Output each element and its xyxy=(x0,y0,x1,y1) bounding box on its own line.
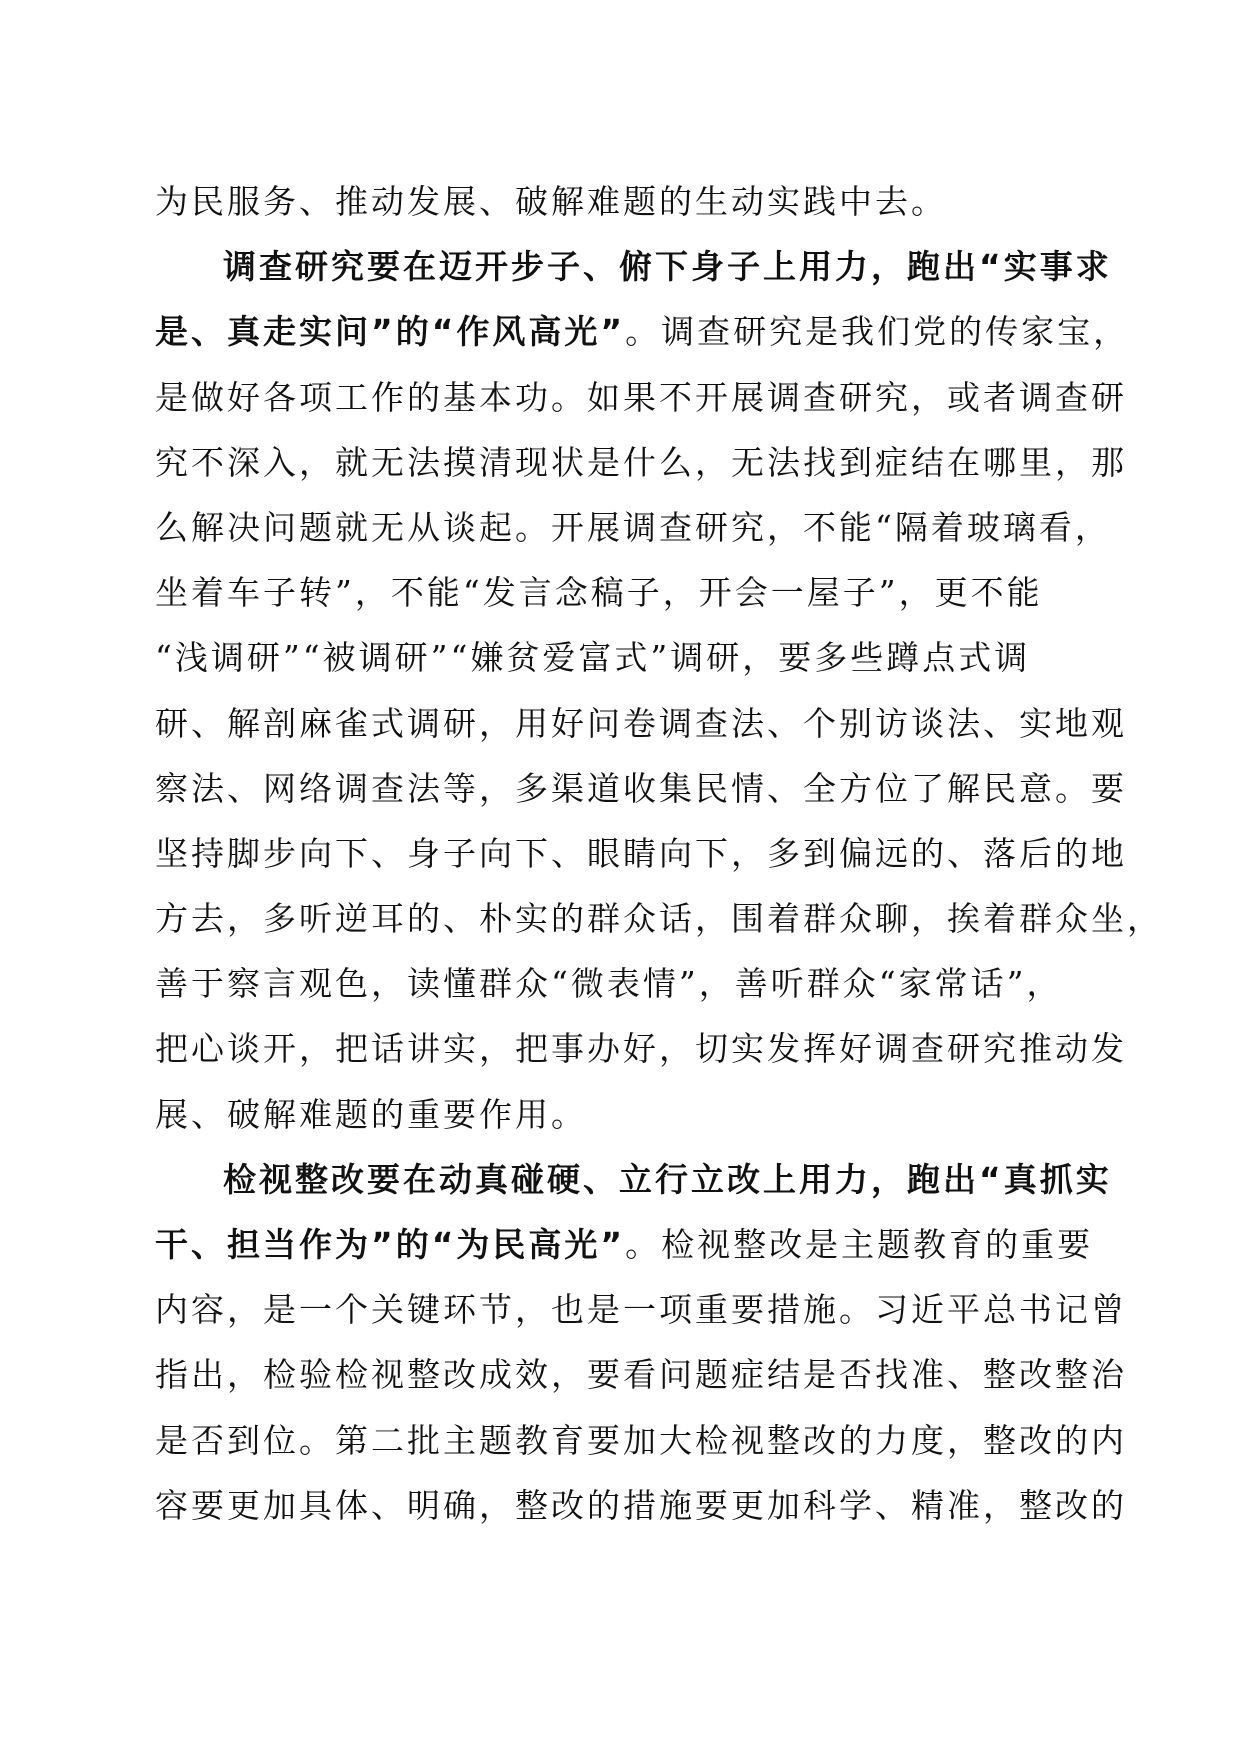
text-run: 方去，多听逆耳的、朴实的群众话，围着群众聊，挨着群众坐， xyxy=(155,899,1163,939)
text-run: 么解决问题就无从谈起。开展调查研究，不能“隔着玻璃看， xyxy=(155,507,1111,547)
paragraph-heading: 检视整改要在动真碰硬、立行立改上用力，跑出“真抓实 xyxy=(223,1159,1112,1199)
text-line xyxy=(155,560,1085,625)
text-line xyxy=(155,234,1112,299)
text-line xyxy=(155,1082,1085,1147)
text-line xyxy=(155,1016,1127,1081)
text-line xyxy=(155,1147,1112,1212)
text-line xyxy=(155,169,1085,234)
text-line xyxy=(155,1408,1127,1473)
text-run: 指出，检验检视整改成效，要看问题症结是否找准、整改整治 xyxy=(155,1355,1127,1395)
text-line xyxy=(155,821,1127,886)
paragraph-heading: 干、担当作为”的“为民高光” xyxy=(155,1225,626,1264)
text-line xyxy=(155,1277,1127,1342)
paragraph xyxy=(155,1147,1127,1538)
text-line xyxy=(155,886,1163,951)
text-line xyxy=(155,691,1127,756)
text-run: 是否到位。第二批主题教育要加大检视整改的力度，整改的内 xyxy=(155,1420,1127,1460)
text-line xyxy=(155,365,1127,430)
paragraph xyxy=(155,169,1085,234)
text-run: 内容，是一个关键环节，也是一项重要措施。习近平总书记曾 xyxy=(155,1290,1127,1330)
paragraph-heading: 是、真走实问”的“作风高光” xyxy=(155,312,626,352)
text-run: 善于察言观色，读懂群众“微表情”，善听群众“家常话”， xyxy=(155,964,1063,1004)
text-run: 察法、网络调查法等，多渠道收集民情、全方位了解民意。要 xyxy=(155,768,1127,808)
text-run: 坚持脚步向下、身子向下、眼睛向下，多到偏远的、落后的地 xyxy=(155,833,1127,873)
text-line xyxy=(155,1212,1094,1277)
text-line xyxy=(155,299,1130,364)
text-run: 容要更加具体、明确，整改的措施要更加科学、精准，整改的 xyxy=(155,1485,1127,1525)
text-line xyxy=(155,951,1085,1016)
text-run: 为民服务、推动发展、破解难题的生动实践中去。 xyxy=(155,182,947,221)
text-run: 坐着车子转”，不能“发言念稿子，开会一屋子”，更不能 xyxy=(155,573,1043,613)
text-line xyxy=(155,495,1111,560)
text-run: 。检视整改是主题教育的重要 xyxy=(625,1225,1094,1264)
text-run: 究不深入，就无法摸清现状是什么，无法找到症结在哪里，那 xyxy=(155,442,1127,482)
text-line xyxy=(155,756,1127,821)
text-run: 研、解剖麻雀式调研，用好问卷调查法、个别访谈法、实地观 xyxy=(155,703,1127,743)
text-run: 是做好各项工作的基本功。如果不开展调查研究，或者调查研 xyxy=(155,377,1127,417)
paragraph-heading: 调查研究要在迈开步子、俯下身子上用力，跑出“实事求 xyxy=(223,247,1112,287)
document-body xyxy=(155,169,1163,1538)
text-line xyxy=(155,1473,1127,1538)
text-line xyxy=(155,1342,1127,1407)
text-run: “浅调研”“被调研”“嫌贫爱富式”调研，要多些蹲点式调 xyxy=(155,638,1031,678)
paragraph xyxy=(155,234,1163,1147)
text-line xyxy=(155,625,1085,690)
text-line xyxy=(155,430,1127,495)
text-run: 把心谈开，把话讲实，把事办好，切实发挥好调查研究推动发 xyxy=(155,1029,1127,1069)
text-run: 。调查研究是我们党的传家宝， xyxy=(625,312,1130,352)
text-run: 展、破解难题的重要作用。 xyxy=(155,1094,587,1134)
